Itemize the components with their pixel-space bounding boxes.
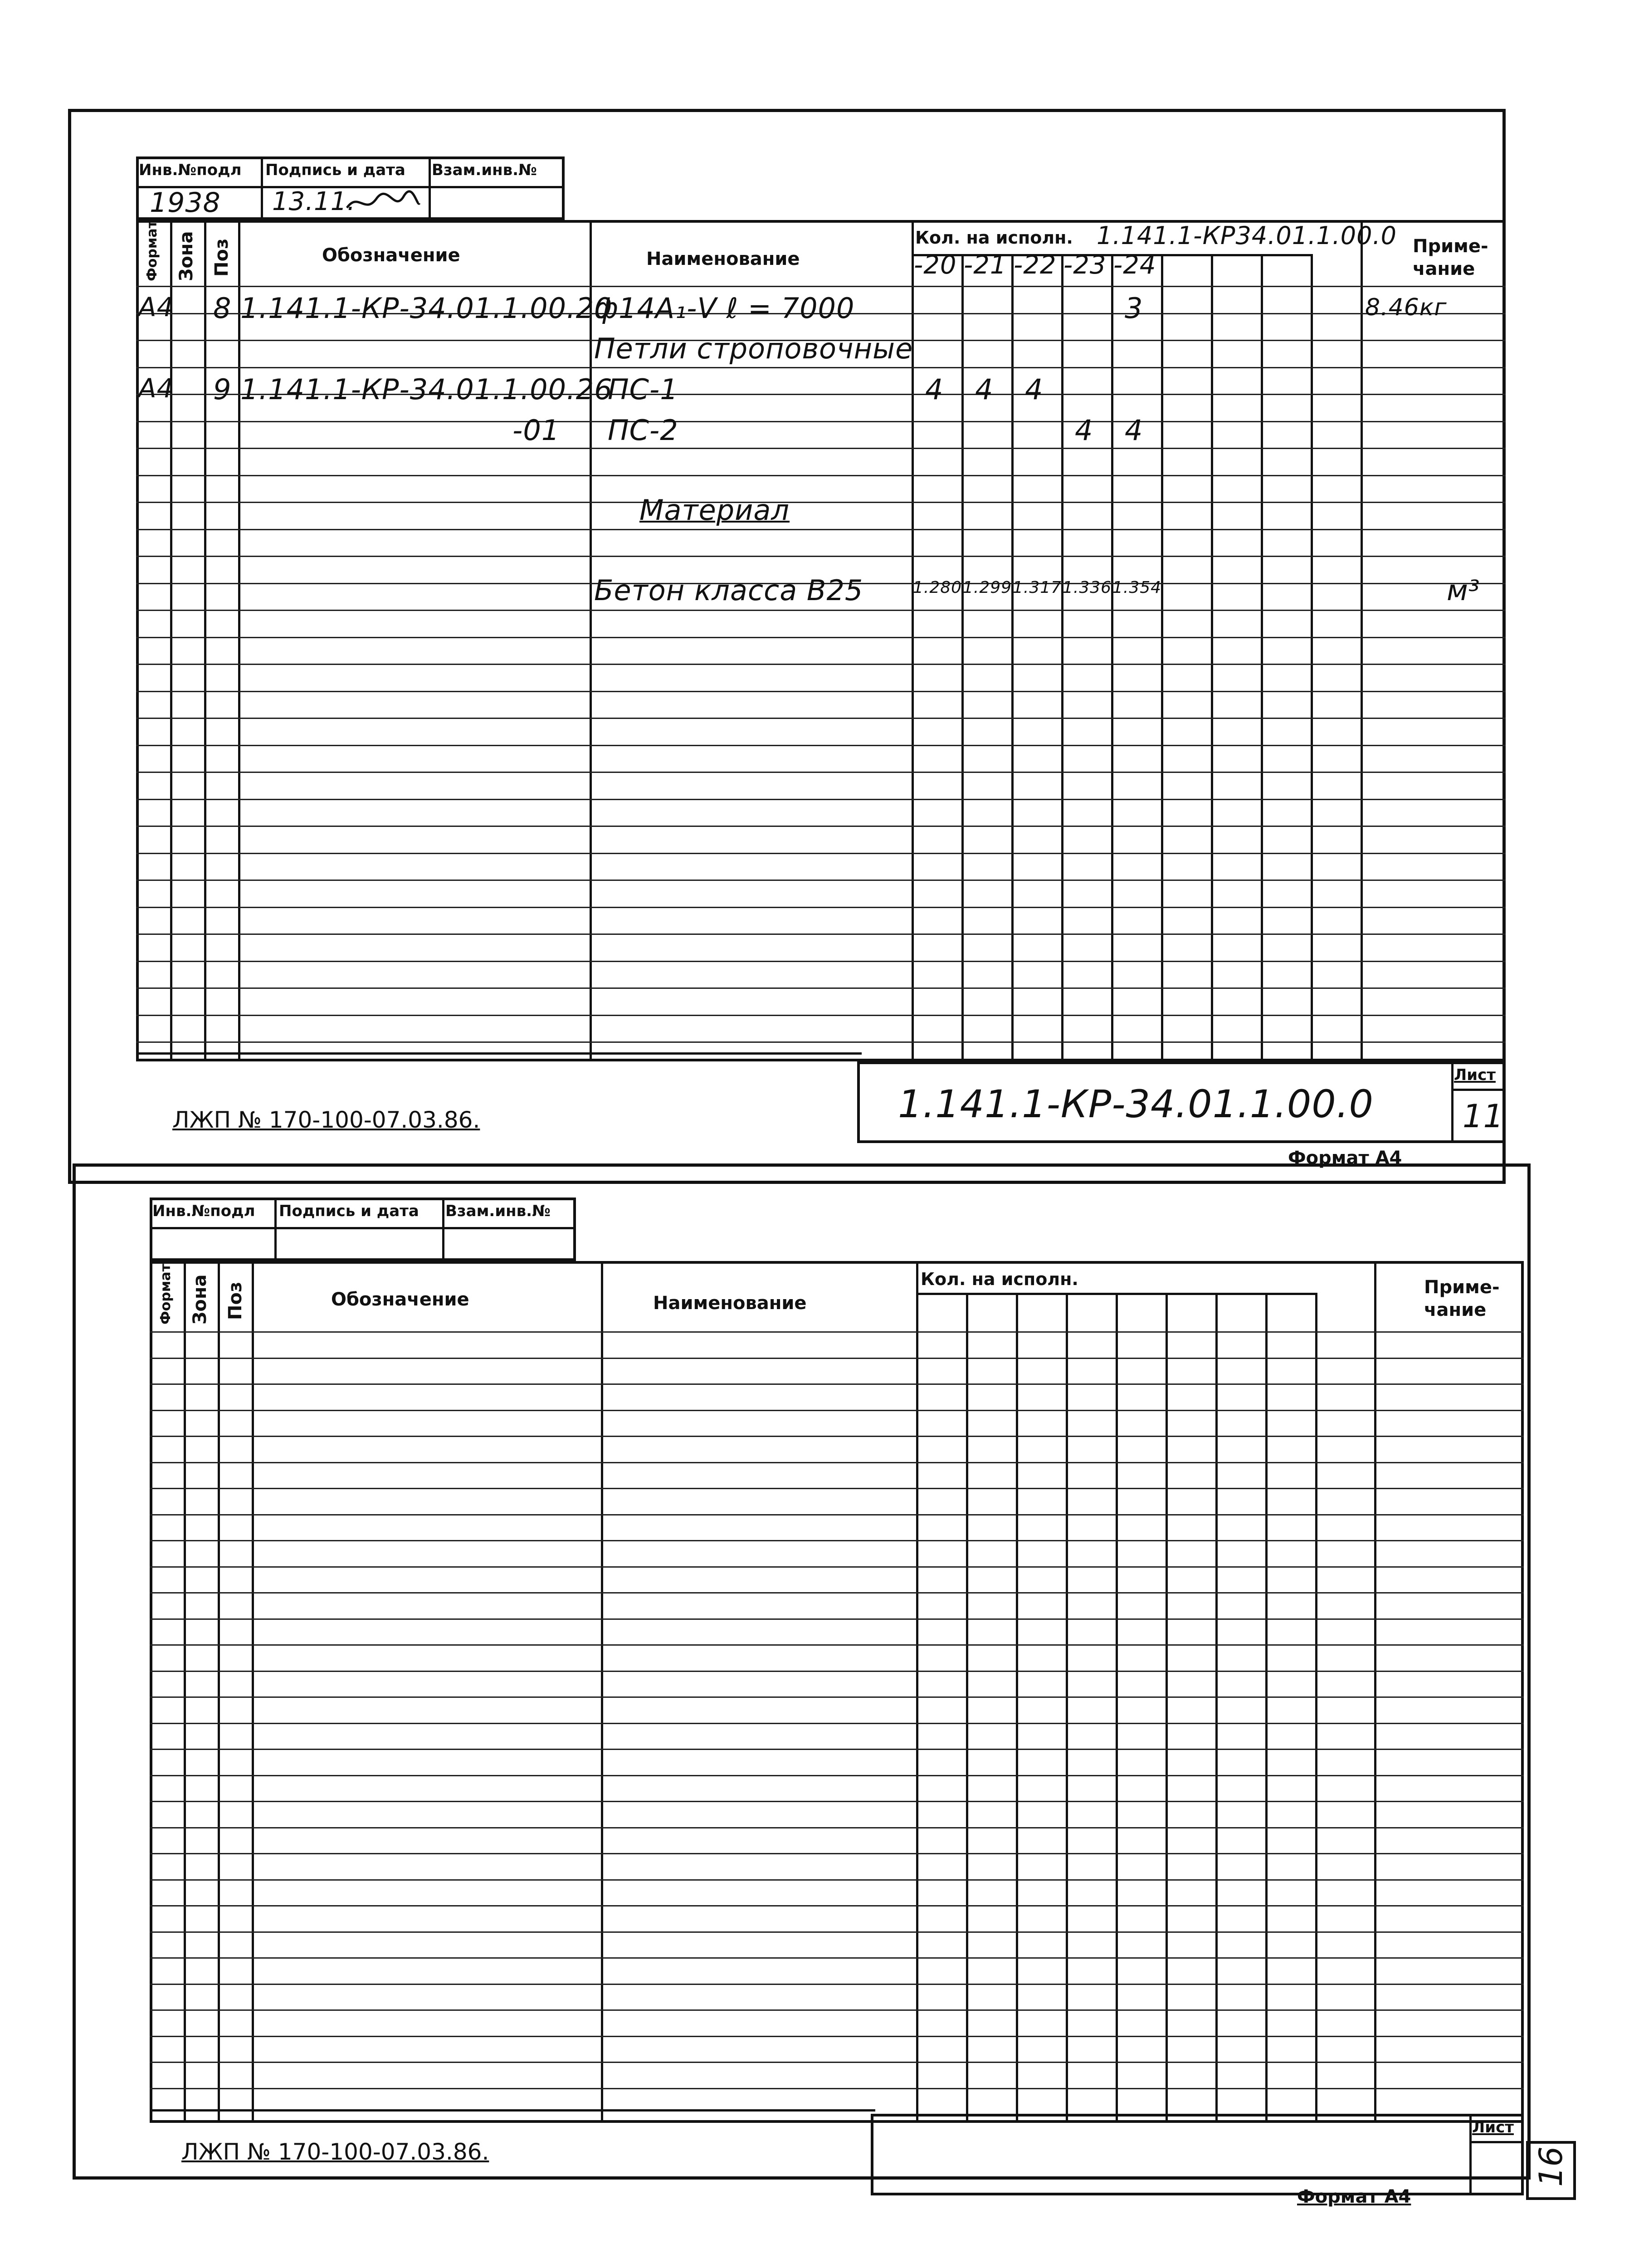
beton-qty-21: 1.299 xyxy=(963,578,1012,597)
stamp-inv-header: Инв.№подл xyxy=(139,161,242,179)
col-header-poz: Поз xyxy=(211,238,232,277)
row-prim: 8.46кг xyxy=(1365,294,1447,321)
beton-qty-22: 1.317 xyxy=(1013,578,1062,597)
row-line xyxy=(150,1957,1524,1959)
row-line xyxy=(136,421,1506,422)
row-qty-23: 4 xyxy=(1075,414,1093,447)
row-line xyxy=(150,1696,1524,1698)
row-line xyxy=(150,1592,1524,1593)
col-header-prim-1: Приме- xyxy=(1413,236,1488,257)
row-line xyxy=(150,1410,1524,1411)
row-line xyxy=(150,2062,1524,2063)
kol-code: 1.141.1-КР34.01.1.00.0 xyxy=(1097,221,1397,250)
row-qty-22: 4 xyxy=(1025,373,1044,406)
row-line xyxy=(150,2036,1524,2037)
row-line xyxy=(150,2088,1524,2089)
row-line xyxy=(136,799,1506,800)
stamp-sign-header: Подпись и дата xyxy=(279,1202,419,1220)
col-header-zona: Зона xyxy=(190,1274,210,1325)
stamp-sign-value: 13.11. xyxy=(272,187,356,216)
row-line xyxy=(150,1801,1524,1802)
variant-23: -23 xyxy=(1063,250,1107,280)
row-line xyxy=(150,1566,1524,1568)
beton-qty-20: 1.280 xyxy=(913,578,962,597)
row-line xyxy=(136,610,1506,611)
stamp-signature xyxy=(345,190,422,217)
col-header-prim-2: чание xyxy=(1413,259,1475,279)
row-poz: 9 xyxy=(213,373,232,406)
row-naim: Петли строповочные xyxy=(594,332,913,365)
col-header-prim-2: чание xyxy=(1424,1300,1487,1320)
format-label: Формат А4 xyxy=(1288,1148,1402,1168)
row-naim: ПС-2 xyxy=(608,414,678,447)
row-line xyxy=(150,1723,1524,1724)
row-line xyxy=(150,1827,1524,1828)
row-line xyxy=(150,1331,1524,1333)
row-oboz: 1.141.1-КР-34.01.1.00.26 xyxy=(240,373,613,406)
col-header-kol: Кол. на исполн. xyxy=(921,1269,1078,1289)
beton-naim: Бетон класса В25 xyxy=(594,574,863,607)
row-line xyxy=(136,637,1506,638)
col-header-format: Формат xyxy=(158,1264,174,1325)
row-line xyxy=(136,556,1506,557)
row-line xyxy=(136,718,1506,719)
row-line xyxy=(150,1436,1524,1437)
page-number: 16 xyxy=(1532,2146,1570,2187)
row-line xyxy=(136,961,1506,962)
row-naim: ПС-1 xyxy=(608,373,678,406)
row-line xyxy=(150,1853,1524,1854)
row-line xyxy=(150,1931,1524,1933)
stamp-inv-value: 1938 xyxy=(150,187,221,219)
col-header-oboz: Обозначение xyxy=(331,1289,469,1310)
row-line xyxy=(136,987,1506,989)
col-header-format: Формат xyxy=(144,220,160,281)
row-line xyxy=(136,907,1506,908)
row-line xyxy=(136,1041,1506,1043)
row-line xyxy=(150,1540,1524,1541)
row-line xyxy=(136,529,1506,530)
row-line xyxy=(150,1749,1524,1750)
row-line xyxy=(150,1879,1524,1881)
row-line xyxy=(150,1618,1524,1620)
col-header-zona: Зона xyxy=(176,231,197,281)
row-format: А4 xyxy=(138,292,174,323)
row-line xyxy=(136,367,1506,368)
row-poz: 8 xyxy=(213,292,232,325)
row-line xyxy=(150,1462,1524,1463)
col-header-kol: Кол. на исполн. xyxy=(915,228,1073,248)
row-line xyxy=(136,880,1506,881)
row-line xyxy=(150,2009,1524,2011)
doc-code-box xyxy=(871,2114,1524,2195)
row-line xyxy=(150,1905,1524,1906)
row-line xyxy=(150,1383,1524,1385)
row-naim: ф14А₁-V ℓ = 7000 xyxy=(594,292,855,325)
row-line xyxy=(150,1488,1524,1489)
row-line xyxy=(136,772,1506,773)
row-line xyxy=(150,1775,1524,1776)
row-line xyxy=(136,745,1506,746)
row-line xyxy=(136,934,1506,935)
row-line xyxy=(150,1644,1524,1646)
row-line xyxy=(136,826,1506,827)
row-line xyxy=(136,691,1506,692)
row-format: А4 xyxy=(138,373,174,404)
footer-code: ЛЖП № 170-100-07.03.86. xyxy=(181,2139,489,2165)
row-qty-20: 4 xyxy=(925,373,944,406)
row-line xyxy=(136,1015,1506,1016)
col-header-naim: Наименование xyxy=(653,1293,807,1314)
beton-qty-23: 1.336 xyxy=(1063,578,1112,597)
beton-prim: м³ xyxy=(1447,574,1480,607)
list-number: 11 xyxy=(1463,1098,1504,1135)
row-line xyxy=(136,448,1506,449)
beton-qty-24: 1.354 xyxy=(1112,578,1162,597)
variant-20: -20 xyxy=(914,250,957,280)
row-qty-21: 4 xyxy=(975,373,994,406)
doc-code: 1.141.1-КР-34.01.1.00.0 xyxy=(898,1082,1374,1126)
row-line xyxy=(150,1358,1524,1359)
row-line xyxy=(150,1514,1524,1515)
list-label: Лист xyxy=(1454,1066,1496,1084)
stamp-sign-header: Подпись и дата xyxy=(265,161,405,179)
row-qty-24: 3 xyxy=(1125,292,1143,325)
row-line xyxy=(136,853,1506,854)
row-line xyxy=(136,664,1506,665)
row-line xyxy=(136,286,1506,287)
col-header-prim-1: Приме- xyxy=(1424,1277,1500,1298)
row-line xyxy=(136,475,1506,476)
list-label: Лист xyxy=(1472,2118,1514,2136)
row-oboz: -01 xyxy=(512,414,560,447)
col-header-poz: Поз xyxy=(225,1281,246,1320)
material-heading: Материал xyxy=(639,494,790,527)
row-line xyxy=(150,1984,1524,1985)
variant-21: -21 xyxy=(964,250,1007,280)
footer-code: ЛЖП № 170-100-07.03.86. xyxy=(172,1107,480,1133)
row-line xyxy=(150,1671,1524,1672)
row-line xyxy=(136,502,1506,503)
variant-22: -22 xyxy=(1014,250,1057,280)
row-qty-24: 4 xyxy=(1125,414,1143,447)
col-header-naim: Наименование xyxy=(646,249,800,269)
variant-24: -24 xyxy=(1113,250,1156,280)
stamp-vzam-header: Взам.инв.№ xyxy=(432,161,537,179)
stamp-inv-header: Инв.№подл xyxy=(152,1202,255,1220)
row-oboz: 1.141.1-КР-34.01.1.00.20 xyxy=(240,292,613,325)
sheet-2-table xyxy=(150,1261,1524,2123)
format-label: Формат А4 xyxy=(1297,2186,1411,2207)
col-header-oboz: Обозначение xyxy=(322,245,460,266)
stamp-vzam-header: Взам.инв.№ xyxy=(445,1202,551,1220)
